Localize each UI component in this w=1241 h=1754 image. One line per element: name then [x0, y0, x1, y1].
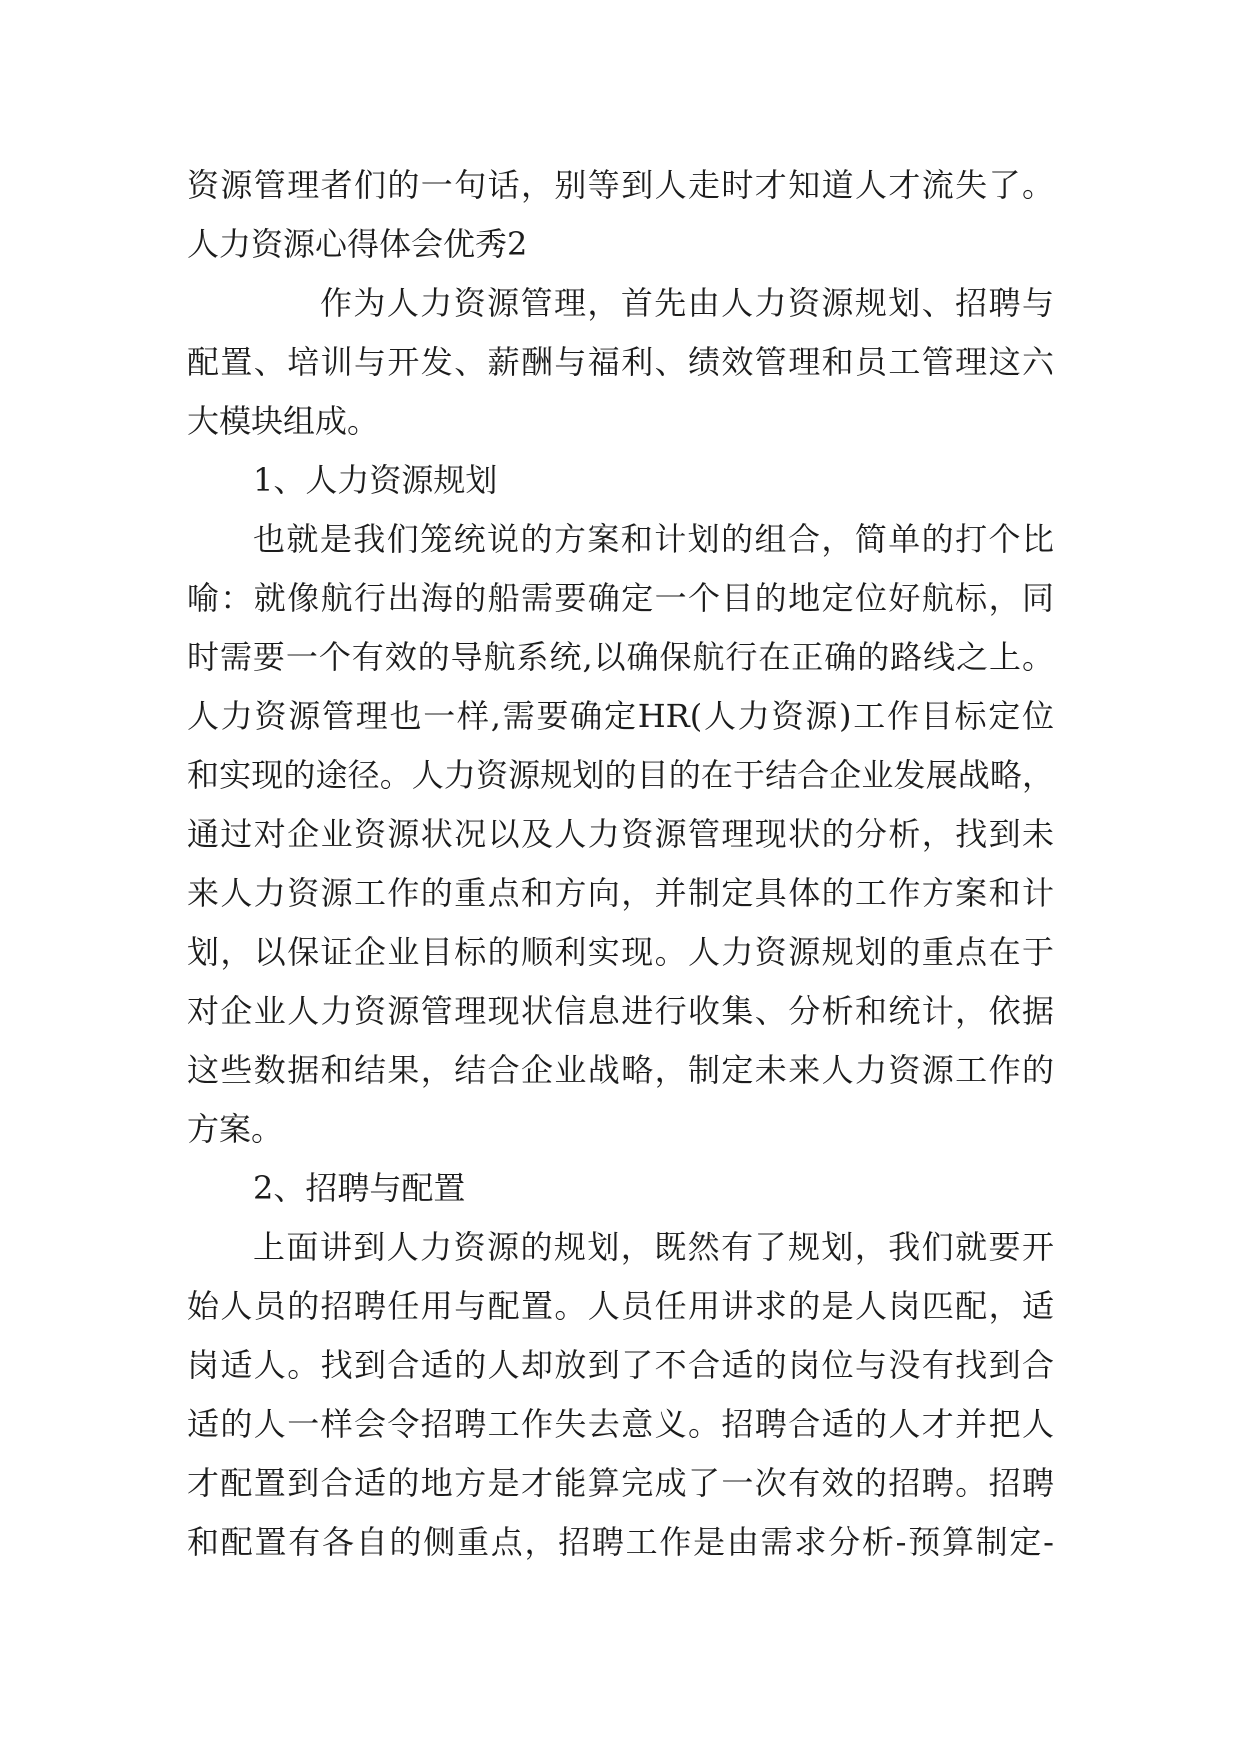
section-recruitment: [187, 1159, 1054, 1572]
paragraph-line: 上面讲到人力资源的规划，既然有了规划，我们就要开: [253, 1228, 1054, 1266]
paragraph-line: 划，以保证企业目标的顺利实现。人力资源规划的重点在于: [187, 933, 1054, 971]
paragraph-line: 对企业人力资源管理现状信息进行收集、分析和统计，依据: [187, 992, 1054, 1030]
paragraph-line: 岗适人。找到合适的人却放到了不合适的岗位与没有找到合: [187, 1346, 1054, 1384]
document-heading: 人力资源心得体会优秀2: [187, 225, 528, 263]
paragraph-line: 始人员的招聘任用与配置。人员任用讲求的是人岗匹配，适: [187, 1287, 1054, 1325]
paragraph-line: 作为人力资源管理，首先由人力资源规划、招聘与: [320, 284, 1054, 322]
paragraph-line: 通过对企业资源状况以及人力资源管理现状的分析，找到未: [187, 815, 1054, 853]
paragraph-line: 这些数据和结果，结合企业战略，制定未来人力资源工作的: [187, 1051, 1054, 1089]
paragraph-line: 喻：就像航行出海的船需要确定一个目的地定位好航标，同: [187, 579, 1054, 617]
section-title: 1、人力资源规划: [253, 461, 498, 499]
intro-paragraph: [187, 274, 1054, 451]
paragraph-line: 大模块组成。: [187, 402, 380, 440]
document-page: [187, 156, 1054, 1572]
paragraph-line: 适的人一样会令招聘工作失去意义。招聘合适的人才并把人: [187, 1405, 1054, 1443]
paragraph-line: 来人力资源工作的重点和方向，并制定具体的工作方案和计: [187, 874, 1054, 912]
section-planning: [187, 451, 1054, 1159]
paragraph-line: 配置、培训与开发、薪酬与福利、绩效管理和员工管理这六: [187, 343, 1054, 381]
continuation-line: 资源管理者们的一句话，别等到人走时才知道人才流失了。: [187, 166, 1054, 204]
paragraph-line: 人力资源管理也一样,需要确定HR(人力资源)工作目标定位: [187, 697, 1054, 735]
paragraph-line: 才配置到合适的地方是才能算完成了一次有效的招聘。招聘: [187, 1464, 1054, 1502]
paragraph-line: 方案。: [187, 1110, 284, 1148]
paragraph-line: 和实现的途径。人力资源规划的目的在于结合企业发展战略，: [187, 756, 1054, 794]
paragraph-line: 和配置有各自的侧重点，招聘工作是由需求分析-预算制定-: [187, 1523, 1054, 1561]
section-title: 2、招聘与配置: [253, 1169, 466, 1207]
paragraph-line: 时需要一个有效的导航系统,以确保航行在正确的路线之上。: [187, 638, 1054, 676]
paragraph-line: 也就是我们笼统说的方案和计划的组合，简单的打个比: [253, 520, 1054, 558]
